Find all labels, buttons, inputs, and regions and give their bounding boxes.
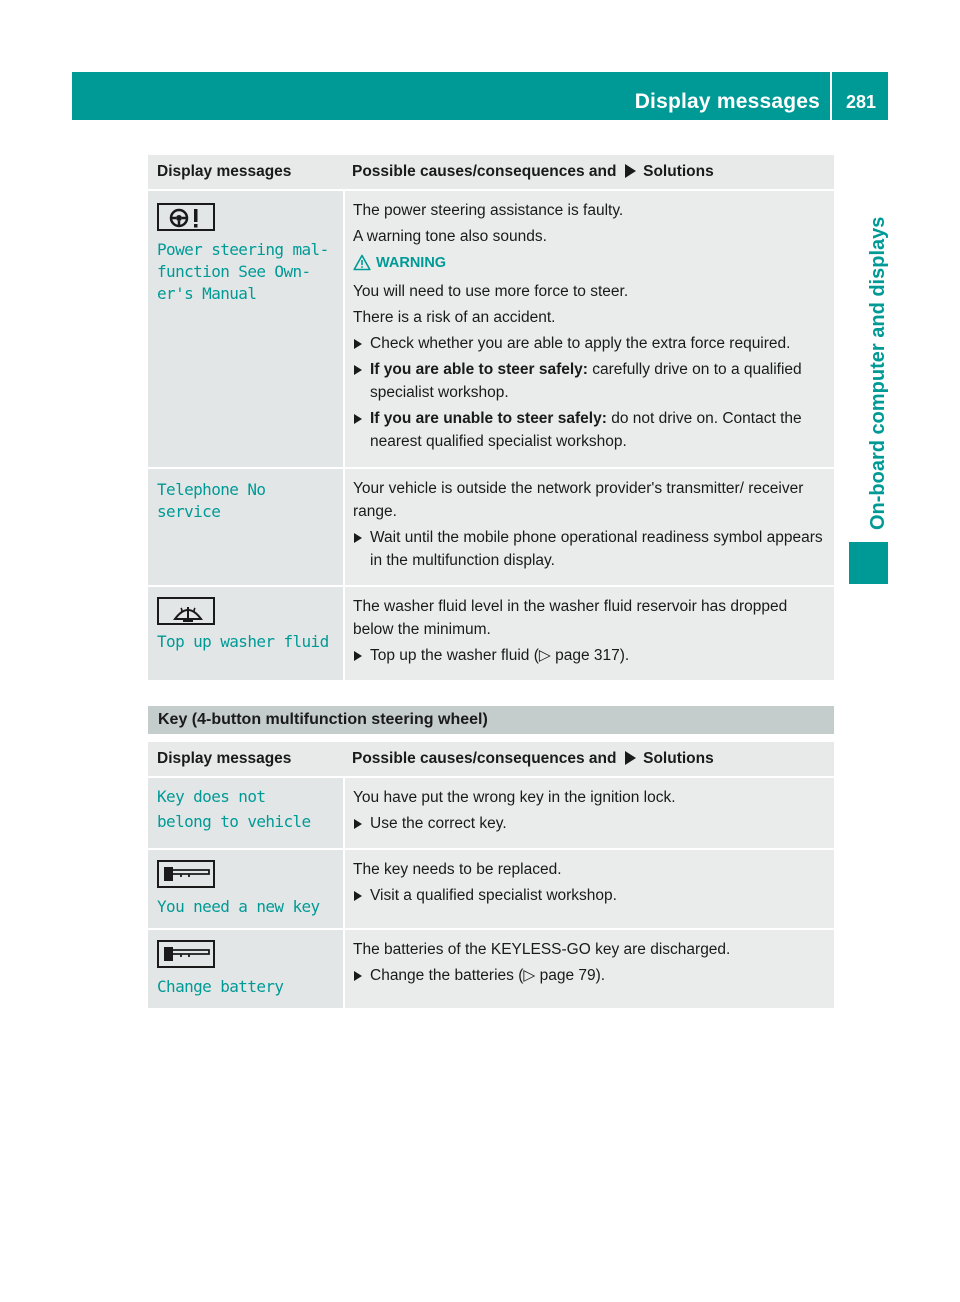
- message-line: Telephone No: [157, 480, 266, 499]
- message-cell: [148, 929, 344, 1009]
- message-text: [157, 631, 337, 653]
- warning-label: WARNING: [376, 255, 447, 271]
- step-arrow-icon: [354, 971, 362, 981]
- message-cell: [148, 849, 344, 929]
- side-tab-marker: [849, 542, 888, 584]
- cause-text: Your vehicle is outside the network provider's transmitter/ receiver range.: [353, 480, 804, 520]
- col-header-causes: [344, 742, 834, 777]
- causes-cell: [344, 929, 834, 1009]
- message-text: [157, 896, 337, 918]
- solution-step: [353, 526, 828, 572]
- message-line: Key does not: [157, 787, 266, 806]
- solution-step: [353, 358, 828, 404]
- solution-step: [353, 812, 828, 835]
- header-separator: [830, 72, 832, 120]
- warning-triangle-icon: [353, 254, 371, 278]
- step-arrow-icon: [354, 339, 362, 349]
- col-header-causes-prefix: Possible causes/consequences and: [352, 163, 617, 180]
- cause-text: You have put the wrong key in the ignition lock.: [353, 789, 676, 806]
- message-line: service: [157, 502, 221, 521]
- table-row: [148, 586, 834, 681]
- table-row: [148, 777, 834, 849]
- table-header-row: [148, 742, 834, 777]
- step-text: do not drive on. Contact the nearest qualified specialist workshop.: [370, 410, 802, 450]
- key-icon: [157, 860, 215, 888]
- key-messages-table: [148, 742, 834, 1010]
- cause-text: The key needs to be replaced.: [353, 861, 562, 878]
- message-line: You need a new key: [157, 897, 320, 916]
- display-messages-table: [148, 155, 834, 682]
- section-title: Key (4-button multifunction steering wheel): [158, 711, 488, 728]
- causes-cell: [344, 777, 834, 849]
- page-reference-link[interactable]: Change the batteries (▷ page 79).: [370, 967, 606, 984]
- message-line: function See Own-: [157, 262, 311, 281]
- table-row: [148, 849, 834, 929]
- message-text: [157, 784, 337, 834]
- step-condition: If you are able to steer safely:: [370, 361, 588, 378]
- page-reference-link[interactable]: Top up the washer fluid (▷ page 317).: [370, 647, 630, 664]
- cause-text: The power steering assistance is faulty.: [353, 202, 624, 219]
- page-number: 281: [845, 92, 876, 112]
- solution-step: [353, 332, 828, 355]
- causes-cell: [344, 468, 834, 586]
- arrow-icon: [625, 751, 636, 765]
- solution-step: [353, 644, 828, 667]
- message-text: [157, 479, 337, 523]
- step-arrow-icon: [354, 891, 362, 901]
- message-line: Top up washer fluid: [157, 632, 329, 651]
- solution-step: [353, 884, 828, 907]
- step-arrow-icon: [354, 651, 362, 661]
- step-text: carefully drive on to a qualified specialist workshop.: [370, 361, 802, 401]
- cause-text: The washer fluid level in the washer fluid reservoir has dropped below the minimum.: [353, 598, 788, 638]
- message-line: Power steering mal-: [157, 240, 329, 259]
- message-text: [157, 976, 337, 998]
- side-tab-label: On-board computer and displays: [867, 216, 889, 530]
- table-row: [148, 190, 834, 468]
- header-title: Display messages: [634, 90, 820, 113]
- causes-cell: [344, 849, 834, 929]
- step-text: Check whether you are able to apply the extra force required.: [370, 335, 791, 352]
- side-tab: [847, 155, 888, 585]
- causes-cell: [344, 586, 834, 681]
- step-condition: If you are unable to steer safely:: [370, 410, 607, 427]
- solution-step: [353, 964, 828, 987]
- message-cell: [148, 190, 344, 468]
- table-header-row: [148, 155, 834, 190]
- table-row: [148, 468, 834, 586]
- col-header-causes-suffix: Solutions: [643, 750, 714, 767]
- warning-text: You will need to use more force to steer.: [353, 283, 629, 300]
- col-header-causes-suffix: Solutions: [643, 163, 714, 180]
- step-text: Wait until the mobile phone operational readiness symbol appears in the multifunction display.: [370, 529, 823, 569]
- warning-heading: [353, 252, 828, 274]
- step-arrow-icon: [354, 533, 362, 543]
- step-arrow-icon: [354, 414, 362, 424]
- message-cell: [148, 586, 344, 681]
- warning-text: There is a risk of an accident.: [353, 309, 556, 326]
- causes-cell: [344, 190, 834, 468]
- step-arrow-icon: [354, 819, 362, 829]
- message-cell: [148, 777, 344, 849]
- section-header: [148, 706, 834, 734]
- cause-text: The batteries of the KEYLESS-GO key are discharged.: [353, 941, 731, 958]
- message-line: er's Manual: [157, 284, 257, 303]
- power-steering-warning-icon: [157, 203, 215, 231]
- col-header-messages: Display messages: [148, 742, 344, 777]
- cause-text: A warning tone also sounds.: [353, 228, 547, 245]
- col-header-messages: Display messages: [148, 155, 344, 190]
- message-cell: [148, 468, 344, 586]
- step-text: Visit a qualified specialist workshop.: [370, 887, 617, 904]
- washer-fluid-icon: [157, 597, 215, 625]
- table-row: [148, 929, 834, 1009]
- solution-step: [353, 407, 828, 453]
- key-icon: [157, 940, 215, 968]
- arrow-icon: [625, 164, 636, 178]
- col-header-causes-prefix: Possible causes/consequences and: [352, 750, 617, 767]
- step-text: Use the correct key.: [370, 815, 507, 832]
- step-arrow-icon: [354, 365, 362, 375]
- col-header-causes: [344, 155, 834, 190]
- message-line: Change battery: [157, 977, 284, 996]
- message-text: [157, 239, 337, 305]
- message-line: belong to vehicle: [157, 812, 311, 831]
- page-header: [72, 72, 888, 120]
